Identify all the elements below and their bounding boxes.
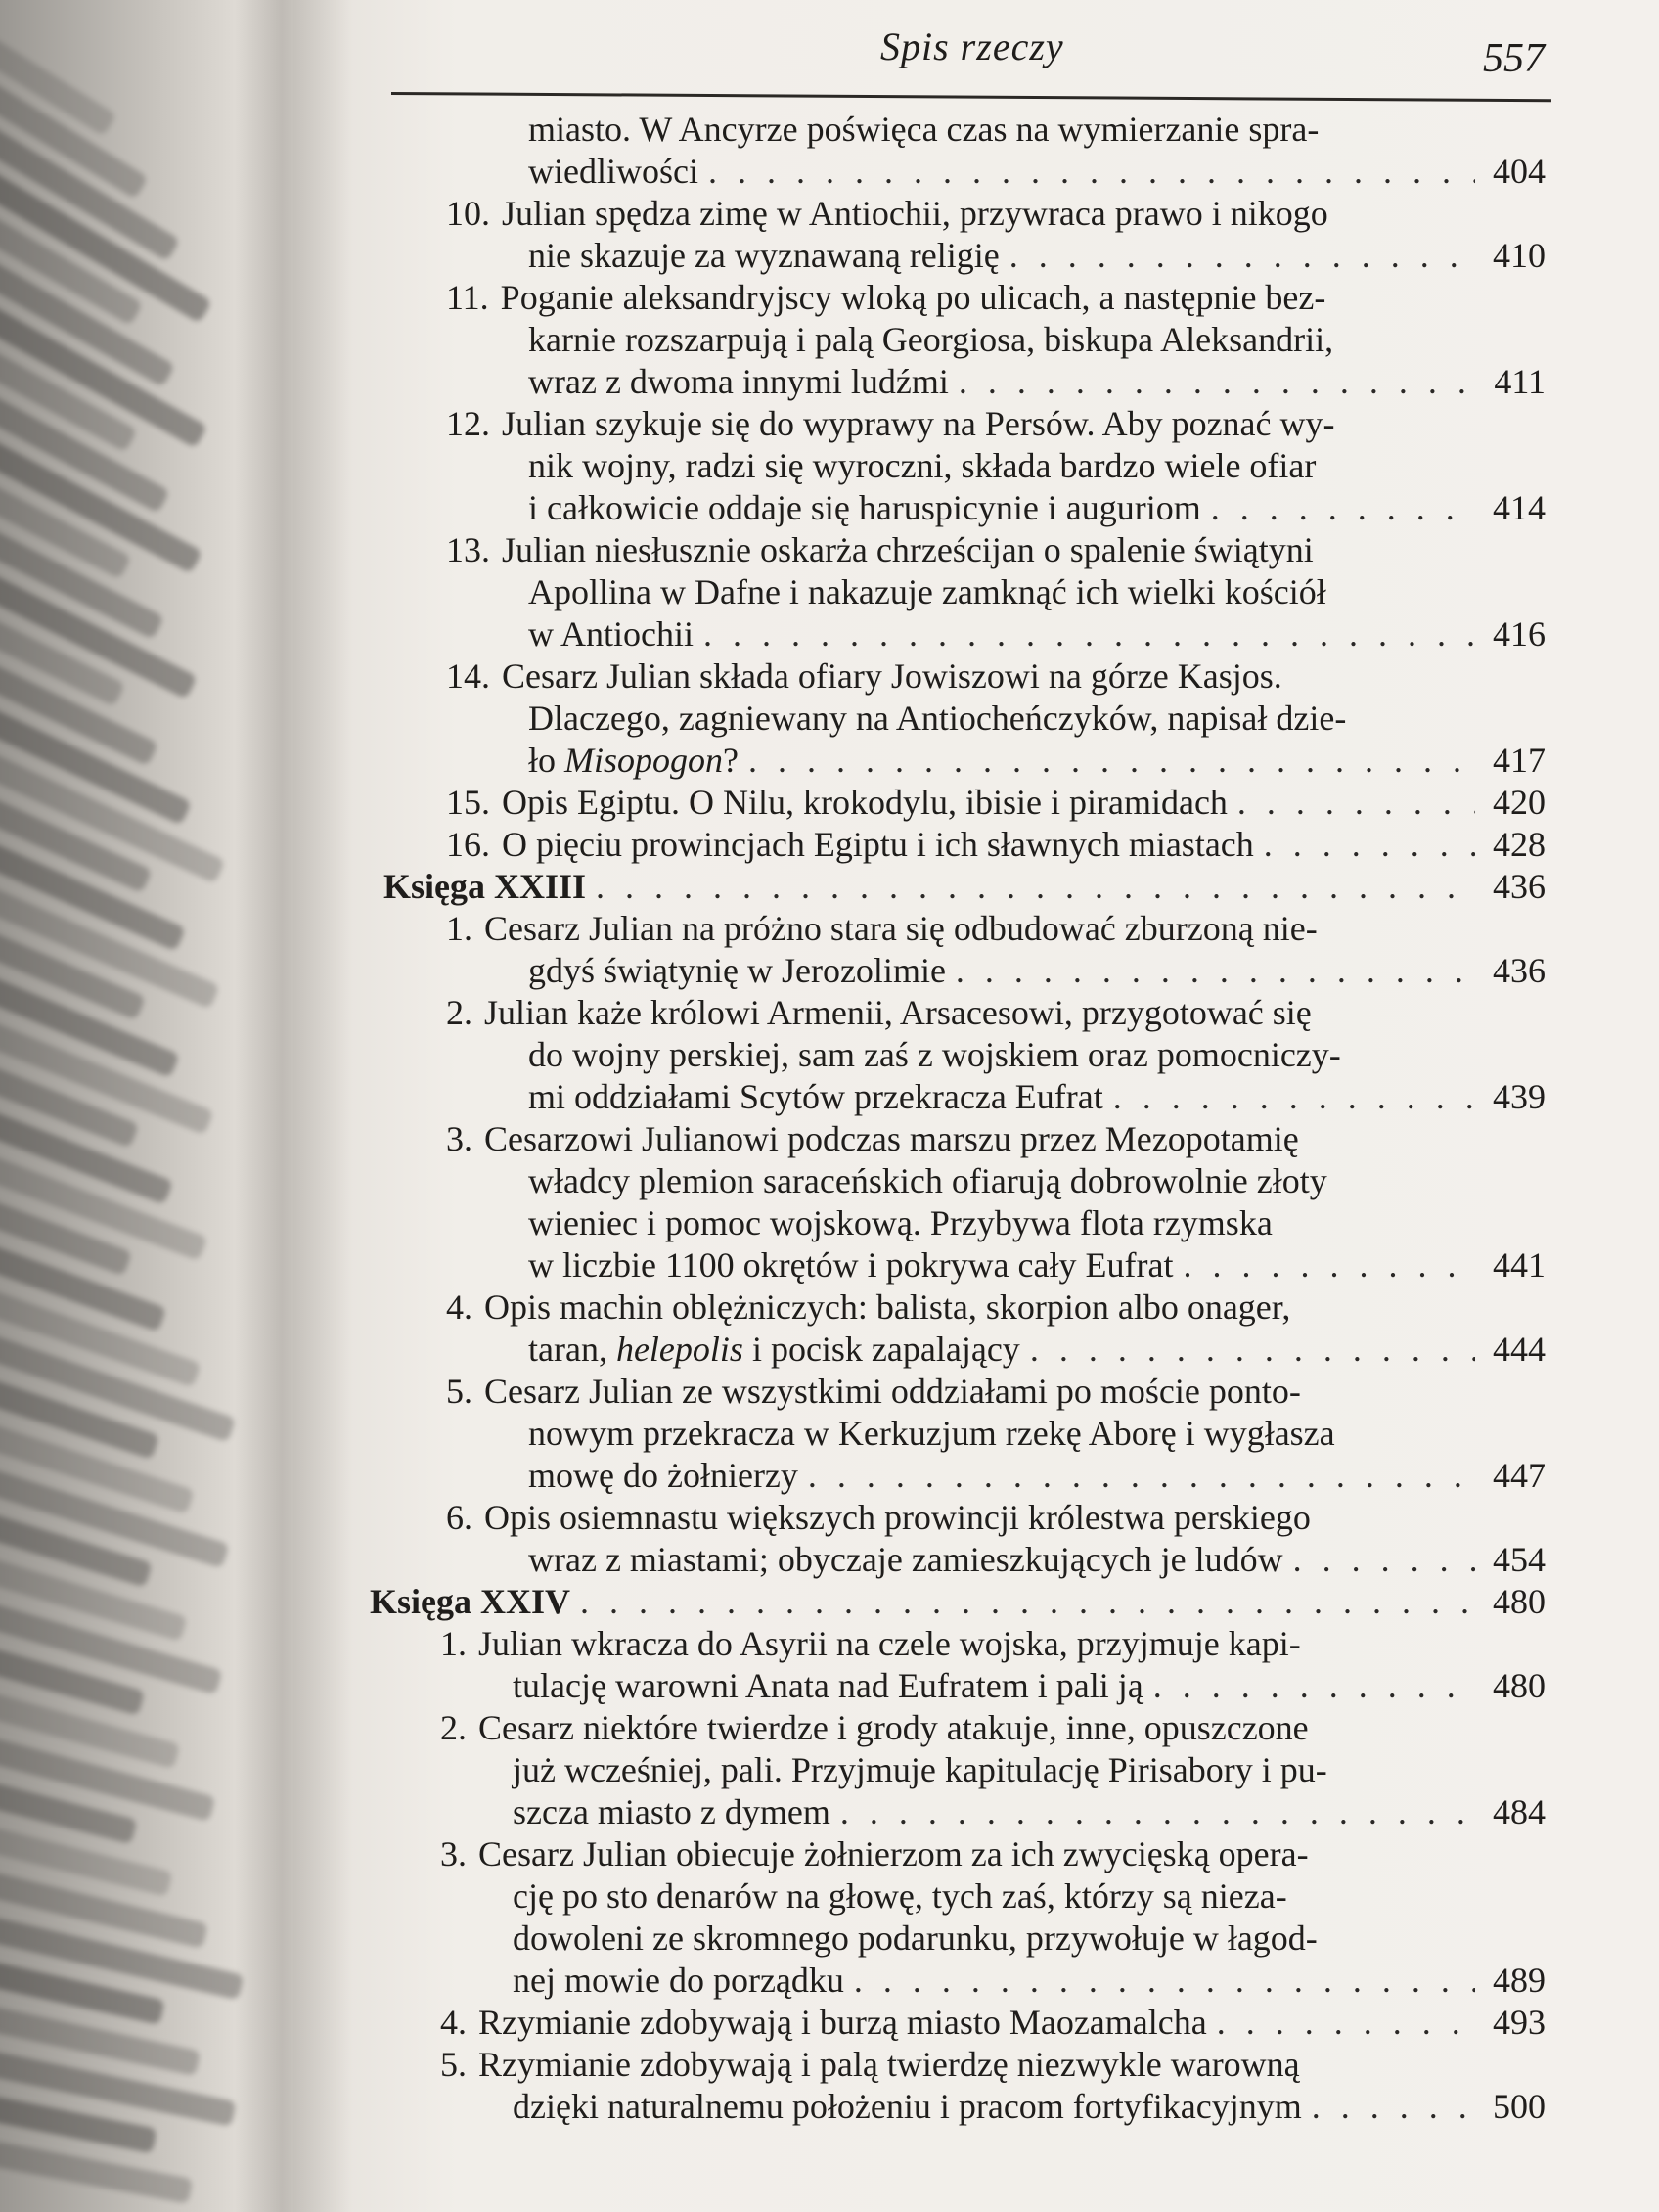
toc-entry-continuation (528, 1540, 1546, 1579)
toc-entry-text: Julian wkracza do Asyrii na czele wojska, przyjmuje kapi- (478, 1624, 1301, 1663)
dot-leader (1312, 2087, 1475, 2126)
toc-entry-text: szcza miasto z dymem (513, 1792, 830, 1831)
toc-entry-continuation (528, 741, 1546, 780)
toc-entry-text: nej mowie do porządku (513, 1961, 844, 2000)
dot-leader (748, 741, 1475, 780)
book-title: Księga XXIII (383, 867, 587, 906)
toc-page-number: 436 (1493, 867, 1546, 906)
toc-entry-continuation (528, 572, 1326, 611)
toc-entry-continuation (513, 1750, 1327, 1789)
toc-entry-number: 16. (446, 825, 490, 864)
toc-page-number: 439 (1493, 1077, 1546, 1116)
dot-leader (1211, 488, 1475, 527)
dot-leader (1030, 1330, 1475, 1369)
toc-entry-text: i całkowicie oddaje się haruspicynie i auguriom (528, 488, 1201, 527)
toc-entry-continuation (528, 1161, 1327, 1200)
toc-page-number: 484 (1493, 1792, 1546, 1831)
toc-entry (446, 909, 1318, 948)
toc-entry-continuation (513, 1666, 1546, 1705)
toc-entry-text: Cesarzowi Julianowi podczas marszu przez Mezopotamię (484, 1119, 1299, 1158)
dot-leader (854, 1961, 1475, 2000)
toc-entry-text: w liczbie 1100 okrętów i pokrywa cały Eufrat (528, 1245, 1174, 1285)
toc-page-number: 454 (1493, 1540, 1546, 1579)
toc-entry-text: Poganie aleksandryjscy wloką po ulicach, a następnie bez- (500, 278, 1326, 317)
toc-entry-continuation (528, 446, 1316, 485)
dot-leader (1113, 1077, 1475, 1116)
toc-entry-text: już wcześniej, pali. Przyjmuje kapitulację Pirisabory i pu- (513, 1750, 1327, 1789)
dot-leader (703, 614, 1475, 654)
toc-entry-text: dowoleni ze skromnego podarunku, przywołuje w łagod- (513, 1919, 1318, 1958)
toc-entry-text-tail: i pocisk zapalający (742, 1330, 1020, 1369)
toc-entry-text: karnie rozszarpują i palą Georgiosa, biskupa Aleksandrii, (528, 320, 1334, 359)
toc-entry-text: cję po sto denarów na głowę, tych zaś, którzy są nieza- (513, 1876, 1287, 1916)
toc-entry (446, 993, 1312, 1032)
toc-entry-continuation (528, 1456, 1546, 1495)
dot-leader (596, 867, 1475, 906)
toc-entry-text: Apollina w Dafne i nakazuje zamknąć ich wielki kościół (528, 572, 1326, 611)
toc-page-number: 444 (1493, 1330, 1546, 1369)
dot-leader (1153, 1666, 1475, 1705)
toc-entry-text: władcy plemion saraceńskich ofiarują dobrowolnie złoty (528, 1161, 1327, 1200)
dot-leader (580, 1582, 1475, 1621)
toc-entry-continuation (528, 152, 1546, 191)
toc-entry-number: 12. (446, 404, 490, 443)
toc-entry (446, 1119, 1299, 1158)
toc-entry-number: 3. (440, 1834, 467, 1873)
toc-entry-text: Cesarz Julian obiecuje żołnierzom za ich zwycięską opera- (478, 1834, 1309, 1873)
toc-page-number: 404 (1493, 152, 1546, 191)
toc-entry-text: nie skazuje za wyznawaną religię (528, 236, 1000, 275)
toc-entry-number: 5. (440, 2045, 467, 2084)
toc-entry-text: wiedliwości (528, 152, 698, 191)
toc-entry (446, 1372, 1301, 1411)
toc-entry-continuation (528, 236, 1546, 275)
toc-entry-text: Cesarz Julian składa ofiary Jowiszowi na górze Kasjos. (502, 656, 1282, 696)
toc-page-number: 420 (1493, 783, 1546, 822)
toc-entry-text: Julian każe królowi Armenii, Arsacesowi, przygotować się (484, 993, 1312, 1032)
toc-entry-text: Julian szykuje się do wyprawy na Persów. Aby poznać wy- (502, 404, 1335, 443)
toc-entry-continuation (528, 1203, 1273, 1242)
toc-entry (446, 404, 1334, 443)
toc-entry-number: 6. (446, 1498, 472, 1537)
toc-entry-text: do wojny perskiej, sam zaś z wojskiem oraz pomocniczy- (528, 1035, 1341, 1074)
toc-entry-continuation (528, 1414, 1335, 1453)
toc-entry-text: nik wojny, radzi się wyroczni, składa bardzo wiele ofiar (528, 446, 1317, 485)
toc-entry-text: Opis machin oblężniczych: balista, skorpion albo onager, (484, 1287, 1291, 1327)
toc-entry-text: taran, (528, 1330, 616, 1369)
dot-leader (959, 362, 1475, 401)
toc-entry-continuation (513, 1792, 1546, 1831)
toc-entry-continuation (513, 1876, 1287, 1916)
toc-entry (446, 1498, 1311, 1537)
toc-page-number: 480 (1493, 1582, 1546, 1621)
toc-page-number: 480 (1493, 1666, 1546, 1705)
toc-entry-number: 10. (446, 194, 490, 233)
toc-entry-number: 11. (446, 278, 489, 317)
toc-page-number: 411 (1494, 362, 1546, 401)
toc-entry-text: Julian niesłusznie oskarża chrześcijan o spalenie świątyni (502, 530, 1314, 569)
toc-entry-continuation (528, 488, 1546, 527)
toc-entry-number: 2. (446, 993, 472, 1032)
toc-entry-number: 3. (446, 1119, 472, 1158)
blurred-text-line (0, 2135, 193, 2204)
toc-entry-text: Dlaczego, zagniewany na Antiocheńczyków, napisał dzie- (528, 699, 1347, 738)
toc-entry-number: 5. (446, 1372, 472, 1411)
toc-entry-text: w Antiochii (528, 614, 694, 654)
toc-entry (440, 2045, 1300, 2084)
toc-entry-continuation (528, 1035, 1341, 1074)
dot-leader (956, 951, 1475, 990)
toc-page-number: 493 (1493, 2003, 1546, 2042)
dot-leader (1237, 783, 1475, 822)
toc-page-number: 410 (1493, 236, 1546, 275)
toc-entry-continuation (528, 320, 1333, 359)
toc-entry-text: mowę do żołnierzy (528, 1456, 798, 1495)
book-title: Księga XXIV (370, 1582, 570, 1621)
toc-entry-number: 2. (440, 1708, 467, 1747)
toc-page-number: 416 (1493, 614, 1546, 654)
toc-book-heading (370, 1582, 1546, 1621)
toc-entry-text: dzięki naturalnemu położeniu i pracom fortyfikacyjnym (513, 2087, 1302, 2126)
toc-entry-text: O pięciu prowincjach Egiptu i ich sławnych miastach (502, 825, 1254, 864)
toc-page-number: 500 (1493, 2087, 1546, 2126)
toc-entry-continuation (528, 951, 1546, 990)
toc-entry-text: nowym przekracza w Kerkuzjum rzekę Aborę i wygłasza (528, 1414, 1335, 1453)
toc-entry (446, 783, 1546, 822)
toc-entry-text: wraz z miastami; obyczaje zamieszkujących je ludów (528, 1540, 1283, 1579)
page-number: 557 (1483, 36, 1545, 81)
toc-entry-text: Rzymianie zdobywają i palą twierdzę niezwykle warowną (478, 2045, 1300, 2084)
toc-entry-continuation (528, 1077, 1546, 1116)
toc-entry (446, 194, 1328, 233)
toc-entry-text: Opis osiemnastu większych prowincji królestwa perskiego (484, 1498, 1311, 1537)
toc-entry-continuation (513, 1961, 1546, 2000)
toc-entry (446, 1287, 1290, 1327)
toc-entry-continuation (528, 1245, 1546, 1285)
toc-entry-text: Cesarz niektóre twierdze i grody atakuje, inne, opuszczone (478, 1708, 1309, 1747)
dot-leader (1264, 825, 1475, 864)
toc-entry-text: Cesarz Julian ze wszystkimi oddziałami po moście ponto- (484, 1372, 1301, 1411)
toc-page-number: 436 (1493, 951, 1546, 990)
toc-page-number: 447 (1493, 1456, 1546, 1495)
toc-entry-number: 13. (446, 530, 490, 569)
dot-leader (1293, 1540, 1475, 1579)
toc-entry (440, 2003, 1546, 2042)
toc-page-number: 428 (1493, 825, 1546, 864)
dot-leader (1009, 236, 1475, 275)
dot-leader (1217, 2003, 1475, 2042)
book-gutter-shadow (235, 0, 352, 2212)
toc-entry-number: 1. (446, 909, 472, 948)
toc-entry (446, 825, 1546, 864)
dot-leader (1183, 1245, 1475, 1285)
toc-entry-continuation (528, 614, 1546, 654)
toc-entry-text: miasto. W Ancyrze poświęca czas na wymierzanie spra- (528, 110, 1320, 149)
toc-entry-italic-title: helepolis (615, 1330, 743, 1369)
toc-entry-text: gdyś świątynię w Jerozolimie (528, 951, 946, 990)
toc-entry-continuation (528, 1330, 1546, 1369)
toc-entry (446, 278, 1325, 317)
toc-entry-text: wieniec i pomoc wojskową. Przybywa flota rzymska (528, 1203, 1273, 1242)
toc-entry (440, 1624, 1301, 1663)
toc-entry-continuation (528, 110, 1319, 149)
toc-entry-text: Julian spędza zimę w Antiochii, przywraca prawo i nikogo (502, 194, 1328, 233)
toc-book-heading (383, 867, 1546, 906)
toc-entry (440, 1708, 1309, 1747)
toc-entry-text: ło (528, 741, 565, 780)
toc-entry-number: 14. (446, 656, 490, 696)
toc-entry-continuation (528, 699, 1346, 738)
dot-leader (808, 1456, 1475, 1495)
toc-entry-number: 1. (440, 1624, 467, 1663)
toc-entry-text: Opis Egiptu. O Nilu, krokodylu, ibisie i piramidach (502, 783, 1228, 822)
toc-entry-continuation (513, 2087, 1546, 2126)
toc-entry-continuation (513, 1919, 1318, 1958)
toc-entry-text-tail: ? (723, 741, 739, 780)
toc-entry-text: tulację warowni Anata nad Eufratem i pali ją (513, 1666, 1143, 1705)
toc-entry (446, 530, 1314, 569)
toc-entry-text: Cesarz Julian na próżno stara się odbudować zburzoną nie- (484, 909, 1318, 948)
toc-entry (446, 656, 1282, 696)
running-head-title: Spis rzeczy (880, 24, 1064, 68)
toc-entry-number: 15. (446, 783, 490, 822)
toc-page-number: 441 (1493, 1245, 1546, 1285)
toc-entry-italic-title: Misopogon (564, 741, 724, 780)
toc-entry-text: mi oddziałami Scytów przekracza Eufrat (528, 1077, 1103, 1116)
toc-entry-number: 4. (446, 1287, 472, 1327)
dot-leader (840, 1792, 1475, 1831)
toc-page-number: 414 (1493, 488, 1546, 527)
toc-page-number: 489 (1493, 1961, 1546, 2000)
toc-entry-continuation (528, 362, 1546, 401)
toc-page-number: 417 (1493, 741, 1546, 780)
dot-leader (708, 152, 1475, 191)
toc-entry (440, 1834, 1309, 1873)
toc-entry-text: Rzymianie zdobywają i burzą miasto Maozamalcha (478, 2003, 1207, 2042)
toc-entry-number: 4. (440, 2003, 467, 2042)
toc-entry-text: wraz z dwoma innymi ludźmi (528, 362, 949, 401)
